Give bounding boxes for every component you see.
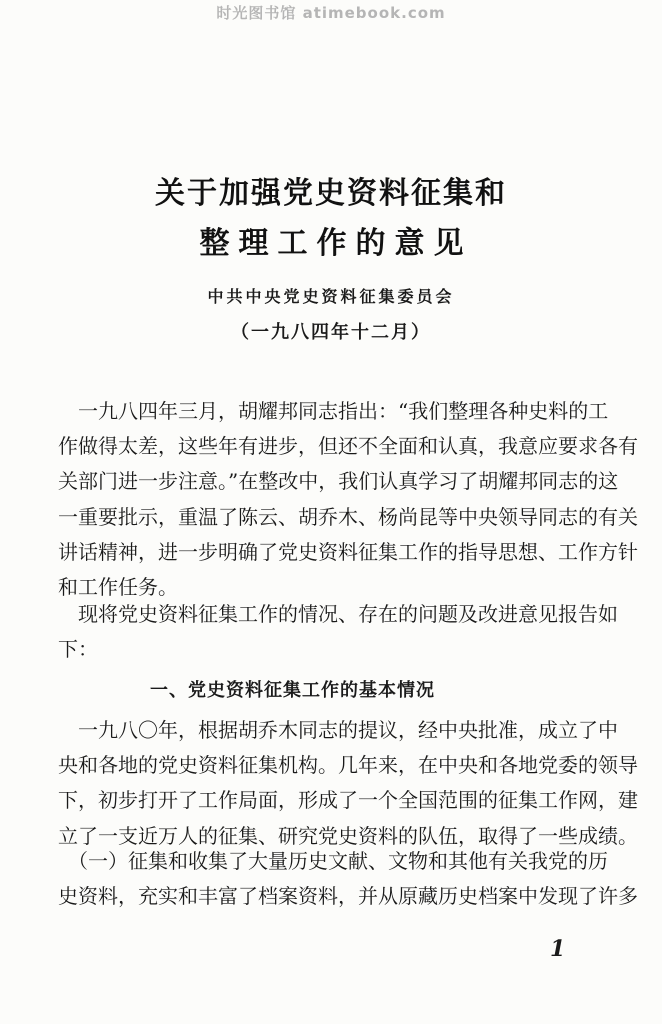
paragraph-line: 现将党史资料征集工作的情况、存在的问题及改进意见报告如 (58, 602, 618, 626)
paragraph-line: 一九八〇年，根据胡乔木同志的提议，经中央批准，成立了中 (58, 718, 618, 742)
page-number: 1 (550, 936, 566, 962)
paragraph-line: 作做得太差，这些年有进步，但还不全面和认真，我意应要求各有 (58, 434, 638, 459)
paragraph-line: 讲话精神，进一步明确了党史资料征集工作的指导思想、工作方针 (58, 539, 638, 564)
paragraph-1 (58, 394, 638, 605)
document-date: （一九八四年十二月） (231, 322, 431, 343)
paragraph-3 (58, 713, 638, 854)
paragraph-4 (58, 844, 638, 914)
paragraph-line: 下： (58, 637, 98, 662)
document-title-line-2: 整理工作的意见 (199, 226, 473, 261)
section-heading: 一、党史资料征集工作的基本情况 (150, 680, 435, 701)
paragraph-line: 史资料，充实和丰富了档案资料，并从原藏历史档案中发现了许多 (58, 884, 638, 909)
watermark: 时光图书馆 atimebook.com (216, 4, 446, 22)
paragraph-2 (58, 597, 618, 667)
paragraph-line: 下，初步打开了工作局面，形成了一个全国范围的征集工作网，建 (58, 788, 638, 813)
document-title-line-1: 关于加强党史资料征集和 (155, 176, 507, 211)
paragraph-line: 立了一支近万人的征集、研究党史资料的队伍，取得了一些成绩。 (58, 823, 638, 848)
paragraph-line: 关部门进一步注意。”在整改中，我们认真学习了胡耀邦同志的这 (58, 469, 619, 494)
paragraph-line: 一重要批示，重温了陈云、胡乔木、杨尚昆等中央领导同志的有关 (58, 504, 638, 529)
paragraph-line: 一九八四年三月，胡耀邦同志指出：“我们整理各种史料的工 (58, 399, 609, 423)
paragraph-line: （一）征集和收集了大量历史文献、文物和其他有关我党的历 (58, 849, 608, 873)
paragraph-line: 央和各地的党史资料征集机构。几年来，在中央和各地党委的领导 (58, 753, 638, 778)
paragraph-line: 和工作任务。 (58, 575, 178, 600)
document-author: 中共中央党史资料征集委员会 (207, 287, 455, 306)
